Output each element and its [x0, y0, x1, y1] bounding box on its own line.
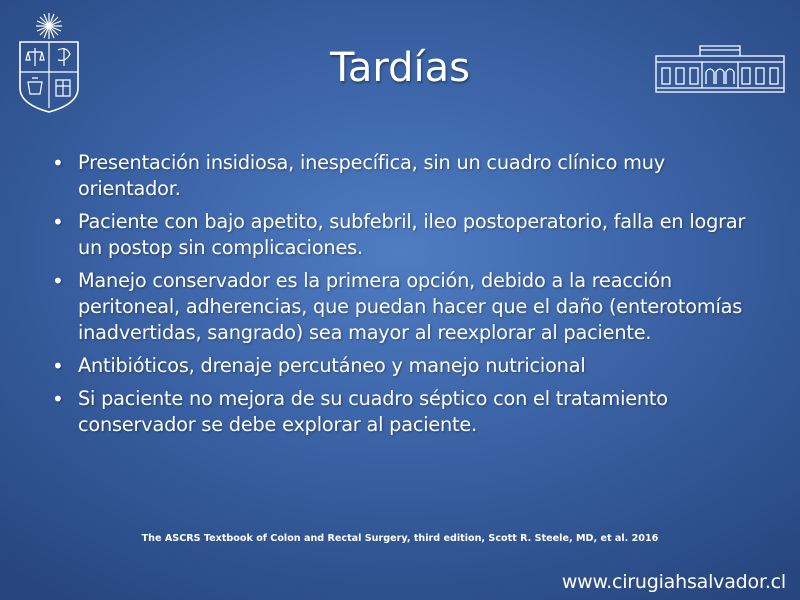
- bullet-text: Antibióticos, drenaje percutáneo y manejo nutricional: [78, 354, 586, 377]
- bullet-point-icon: •: [52, 151, 64, 175]
- bullet-text: Presentación insidiosa, inespecífica, sin un cuadro clínico muy orientador.: [78, 151, 665, 200]
- bullet-list: [46, 150, 758, 445]
- bullet-item: [46, 209, 758, 261]
- bullet-text: Paciente con bajo apetito, subfebril, ileo postoperatorio, falla en lograr un postop sin complicaciones.: [78, 210, 746, 259]
- slide-title: Tardías: [330, 45, 470, 91]
- bullet-point-icon: •: [52, 269, 64, 293]
- bullet-text: Manejo conservador es la primera opción, debido a la reacción peritoneal, adherencias, que puedan hacer que el daño (enterotomías inadvertidas, sangrado) sea mayor al reexplorar al paciente.: [78, 269, 743, 344]
- bullet-text: Si paciente no mejora de su cuadro séptico con el tratamiento conservador se debe explorar al paciente.: [78, 387, 668, 436]
- bullet-item: [46, 353, 758, 379]
- reference-citation: The ASCRS Textbook of Colon and Rectal Surgery, third edition, Scott R. Steele, MD, et al. 2016: [141, 533, 659, 544]
- bullet-item: [46, 386, 758, 438]
- bullet-point-icon: •: [52, 210, 64, 234]
- bullet-item: [46, 268, 758, 346]
- bullet-point-icon: •: [52, 354, 64, 378]
- website-url: www.cirugiahsalvador.cl: [561, 571, 786, 593]
- bullet-item: [46, 150, 758, 202]
- bullet-point-icon: •: [52, 387, 64, 411]
